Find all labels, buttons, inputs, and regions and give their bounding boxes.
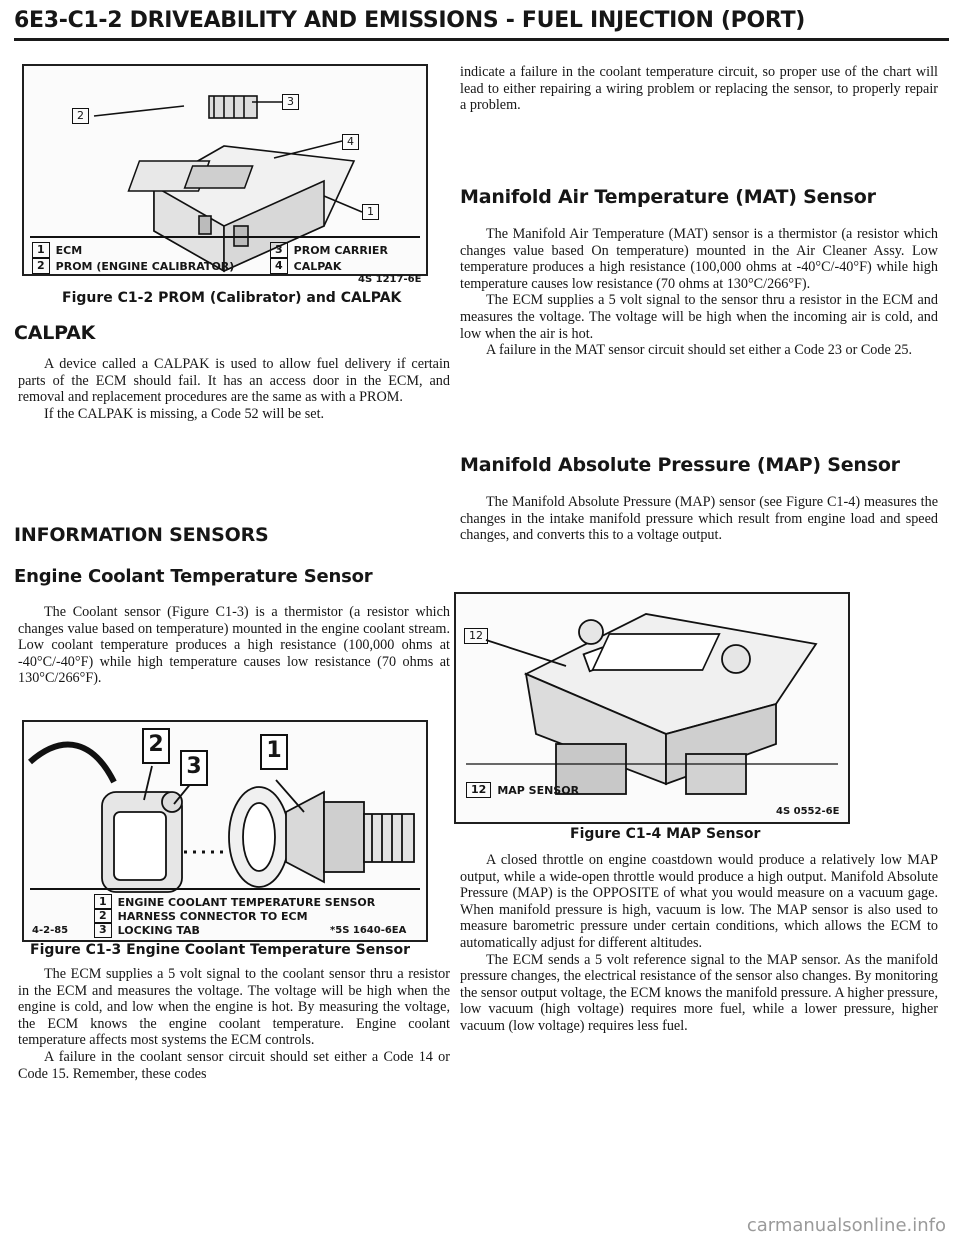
paragraph: A device called a CALPAK is used to allow fuel delivery if certain parts of the ECM should fail. It has an access door in the ECM, and removal and replacement procedures are the same as with a PROM.	[18, 356, 450, 406]
mat-text	[460, 226, 938, 359]
mat-heading: Manifold Air Temperature (MAT) Sensor	[460, 186, 876, 208]
paragraph: The ECM supplies a 5 volt signal to the coolant sensor thru a resistor in the ECM and measures the voltage. The voltage will be high when the engine is cold, and low when the engine is hot. By measuring the voltage, the ECM knows the engine coolant temperature. Engine coolant temperature affects most systems the ECM controls.	[18, 966, 450, 1049]
figure-coolant-sensor	[22, 720, 428, 942]
paragraph: A closed throttle on engine coastdown would produce a relatively low MAP output, while a wide-open throttle would produce a high output. Manifold Absolute Pressure (MAP) is the OPPOSITE of what you would measure on a vacuum gage. When manifold pressure is high, vacuum is low. The MAP sensor is also used to measure barometric pressure under certain conditions, which allows the ECM to automatically adjust for different altitudes.	[460, 852, 938, 951]
callout-3: 3	[180, 750, 208, 786]
legend-item-2: 2 HARNESS CONNECTOR TO ECM	[94, 908, 308, 924]
figure-id: 4S 1217-6E	[358, 274, 422, 285]
paragraph: The Manifold Absolute Pressure (MAP) sensor (see Figure C1-4) measures the changes in the intake manifold pressure which result from engine load and speed changes, and converts this to a voltage output.	[460, 494, 938, 544]
figure-prom-calpak	[22, 64, 428, 276]
watermark: carmanualsonline.info	[746, 1215, 946, 1236]
figure-date: 4-2-85	[32, 925, 69, 936]
paragraph: The Coolant sensor (Figure C1-3) is a thermistor (a resistor which changes value based on temperature) mounted in the engine coolant stream. Low coolant temperature produces a high resistance (100,000 ohms at -40°C/-40°F) while high temperature causes low resistance (70 ohms at 130°C/266°F).	[18, 604, 450, 687]
paragraph: indicate a failure in the coolant temperature circuit, so proper use of the chart will lead to either repairing a wiring problem or replacing the sensor, to properly repair a problem.	[460, 64, 938, 114]
right-intro-text	[460, 64, 938, 114]
legend-item-12: 12 MAP SENSOR	[466, 782, 579, 798]
information-sensors-heading: INFORMATION SENSORS	[14, 524, 269, 546]
legend-item-3: 3 PROM CARRIER	[270, 242, 388, 258]
paragraph: The Manifold Air Temperature (MAT) sensor is a thermistor (a resistor which changes value based On temperature) mounted in the Air Cleaner Assy. Low temperature produces a high resistance (100,000 ohms at -40°C/-40°F) while high temperature causes low resistance (70 ohms at 130°C/266°F).	[460, 226, 938, 292]
callout-12: 12	[464, 626, 488, 644]
calpak-heading: CALPAK	[14, 322, 96, 344]
calpak-text	[18, 356, 450, 422]
figure-id: 4S 0552-6E	[776, 806, 840, 817]
paragraph: A failure in the coolant sensor circuit should set either a Code 14 or Code 15. Remember, these codes	[18, 1048, 450, 1082]
map-text	[460, 494, 938, 544]
figure-caption: Figure C1-4 MAP Sensor	[570, 826, 761, 842]
callout-1: 1	[362, 202, 379, 220]
legend-item-4: 4 CALPAK	[270, 258, 341, 274]
map-heading: Manifold Absolute Pressure (MAP) Sensor	[460, 454, 900, 476]
legend-item-3: 3 LOCKING TAB	[94, 922, 200, 938]
map-text-continued	[460, 852, 938, 1035]
header-rule	[14, 38, 949, 41]
paragraph: The ECM supplies a 5 volt signal to the sensor thru a resistor in the ECM and measures the voltage. The voltage will be high when the incoming air is cold, and low when the air is hot.	[460, 292, 938, 342]
ect-text-2	[18, 966, 450, 1082]
callout-2: 2	[72, 106, 89, 124]
callout-2: 2	[142, 728, 170, 764]
figure-caption: Figure C1-3 Engine Coolant Temperature Sensor	[30, 942, 411, 958]
paragraph: If the CALPAK is missing, a Code 52 will be set.	[44, 405, 325, 422]
paragraph: A failure in the MAT sensor circuit should set either a Code 23 or Code 25.	[486, 342, 913, 359]
legend-item-2: 2 PROM (ENGINE CALIBRATOR)	[32, 258, 234, 274]
paragraph: The ECM sends a 5 volt reference signal to the MAP sensor. As the manifold pressure changes, the electrical resistance of the sensor also changes. By monitoring the sensor output voltage, the ECM knows the manifold pressure. A higher pressure, low vacuum (high voltage) requires more fuel, while a lower pressure, higher vacuum (low voltage) requires less fuel.	[460, 951, 938, 1034]
legend-item-1: 1 ENGINE COOLANT TEMPERATURE SENSOR	[94, 894, 375, 910]
legend-rule	[30, 236, 420, 238]
callout-3: 3	[282, 92, 299, 110]
ect-heading: Engine Coolant Temperature Sensor	[14, 566, 373, 587]
legend-item-1: 1 ECM	[32, 242, 82, 258]
legend-rule	[30, 888, 420, 890]
callout-4: 4	[342, 132, 359, 150]
figure-caption: Figure C1-2 PROM (Calibrator) and CALPAK	[62, 290, 402, 306]
page-header: 6E3-C1-2 DRIVEABILITY AND EMISSIONS - FUEL INJECTION (PORT)	[14, 8, 806, 33]
figure-id: *5S 1640-6EA	[330, 925, 407, 936]
ect-text-1	[18, 604, 450, 687]
callout-1: 1	[260, 734, 288, 770]
figure-map-sensor	[454, 592, 850, 824]
